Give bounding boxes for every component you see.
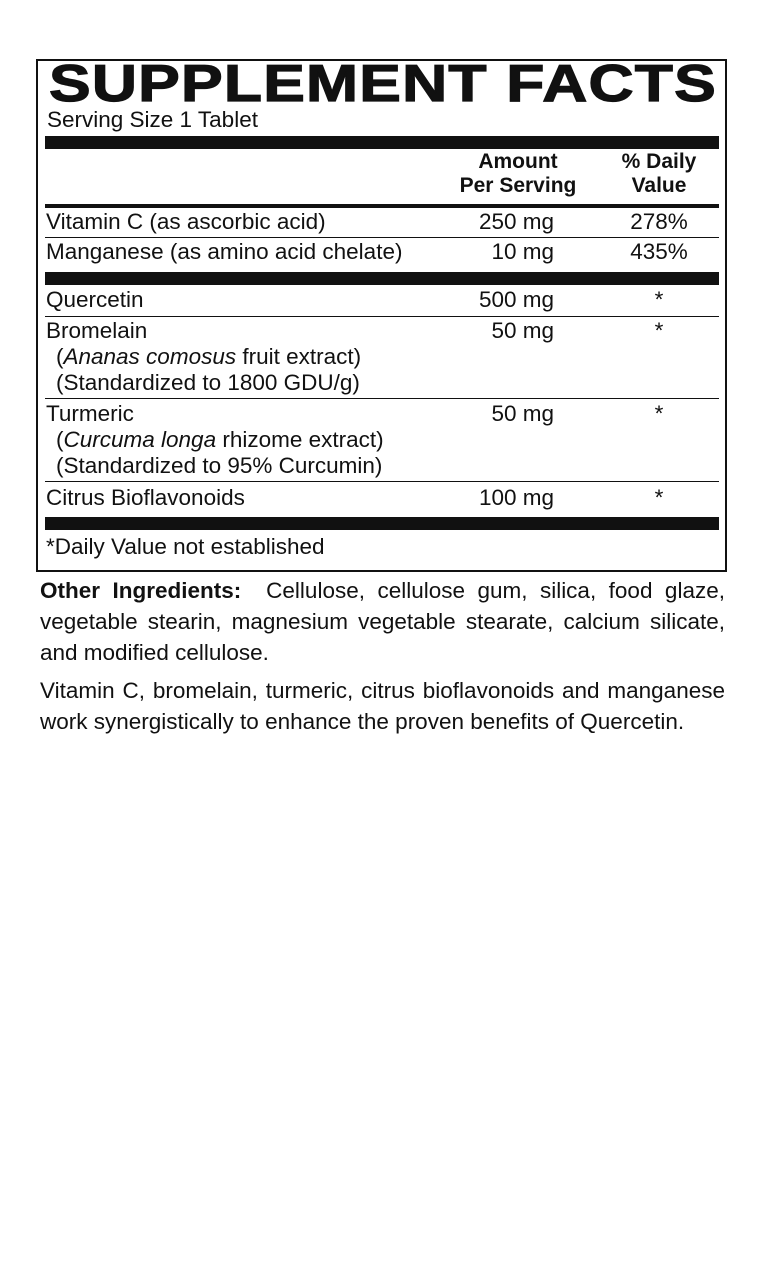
thin-divider <box>45 398 719 399</box>
row-dv: 435% <box>630 239 688 264</box>
row-dv: * <box>654 287 664 312</box>
thick-divider <box>45 517 719 530</box>
panel-title: SUPPLEMENT FACTS <box>49 55 717 113</box>
row-dv: * <box>654 401 664 426</box>
footnote: *Daily Value not established <box>46 534 325 559</box>
table-row <box>46 287 700 313</box>
row-dv: 278% <box>630 209 688 234</box>
row-dv: * <box>654 485 664 510</box>
row-source: (Curcuma longa rhizome extract) <box>56 427 384 452</box>
medium-divider <box>45 204 719 208</box>
row-standardization: (Standardized to 1800 GDU/g) <box>56 370 360 395</box>
row-standardization: (Standardized to 95% Curcumin) <box>56 453 383 478</box>
row-amount: 50 mg <box>491 318 554 343</box>
other-ingredients-label: Other Ingredients: <box>40 578 242 603</box>
row-amount: 250 mg <box>478 209 554 234</box>
row-name: Bromelain <box>46 318 148 343</box>
row-amount: 500 mg <box>478 287 554 312</box>
row-amount: 100 mg <box>478 485 554 510</box>
amount-header <box>438 150 598 198</box>
row-source: (Ananas comosus fruit extract) <box>56 344 362 369</box>
row-name: Turmeric <box>46 401 134 426</box>
amount-header-line1: Amount <box>478 150 558 173</box>
row-name: Vitamin C (as ascorbic acid) <box>46 209 326 234</box>
row-amount: 10 mg <box>491 239 554 264</box>
dv-header-line1: % Daily <box>621 150 697 173</box>
thin-divider <box>45 316 719 317</box>
thin-divider <box>45 481 719 482</box>
row-name: Quercetin <box>46 287 144 312</box>
source-rest: fruit extract) <box>236 344 362 369</box>
description: Vitamin C, bromelain, turmeric, citrus bioflavonoids and manganese work synergistically to enhance the proven benefits of Quercetin. <box>40 678 725 734</box>
other-ingredients <box>40 575 725 668</box>
source-latin-name: Ananas comosus <box>63 344 237 369</box>
row-name: Manganese (as amino acid chelate) <box>46 239 403 264</box>
table-row <box>46 401 700 427</box>
label-text <box>40 575 725 744</box>
row-dv: * <box>654 318 664 343</box>
daily-value-header <box>608 150 710 198</box>
table-row <box>46 318 700 344</box>
row-amount: 50 mg <box>491 401 554 426</box>
other-ingredients-text: Cellulose, cellulose gum, silica, food glaze, vegetable stearin, magnesium vegetable stearate, calcium silicate, and modified cellulose. <box>40 578 725 665</box>
row-name: Citrus Bioflavonoids <box>46 485 245 510</box>
thick-divider <box>45 272 719 285</box>
amount-header-line2: Per Serving <box>459 174 577 197</box>
thin-divider <box>45 237 719 238</box>
thick-divider <box>45 136 719 149</box>
source-rest: rhizome extract) <box>216 427 384 452</box>
serving-size: Serving Size 1 Tablet <box>47 107 258 132</box>
table-row <box>46 209 700 235</box>
dv-header-line2: Value <box>631 174 687 197</box>
source-latin-name: Curcuma longa <box>63 427 217 452</box>
table-row <box>46 239 700 265</box>
table-row <box>46 485 700 511</box>
supplement-facts-panel <box>36 55 727 572</box>
